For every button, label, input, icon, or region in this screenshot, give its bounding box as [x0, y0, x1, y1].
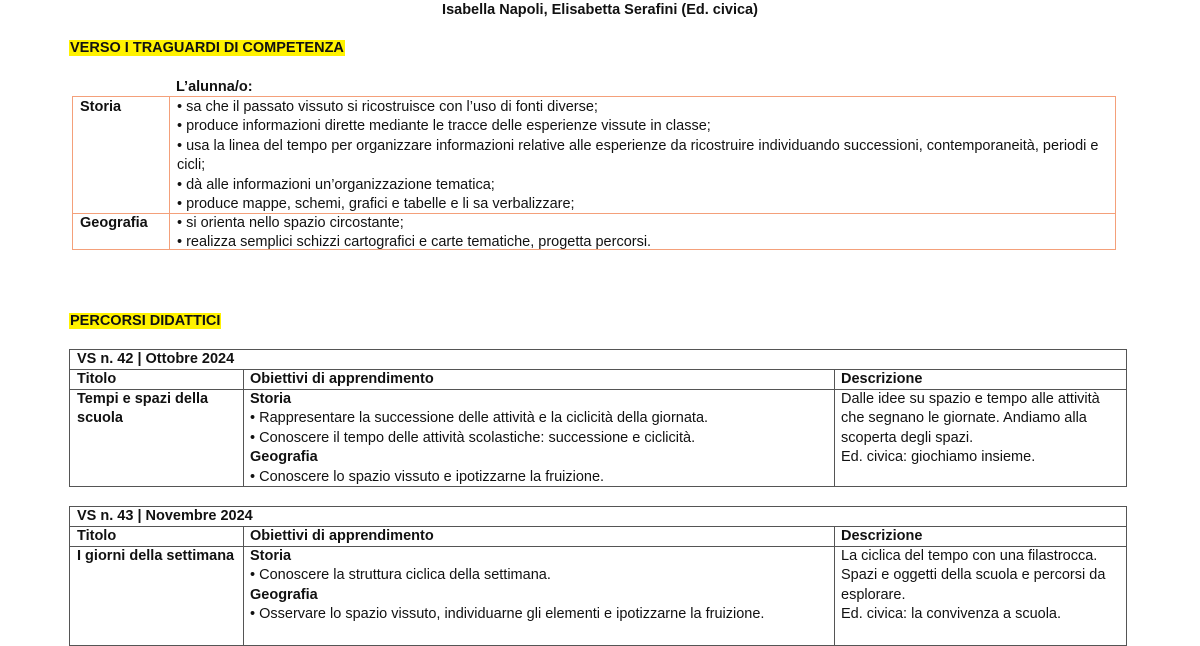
percorsi-heading-text: PERCORSI DIDATTICI — [70, 313, 221, 329]
competenze-heading-text: VERSO I TRAGUARDI DI COMPETENZA — [70, 40, 344, 56]
vs43-obiettivi — [250, 547, 830, 625]
col-header-obiettivi: Obiettivi di apprendimento — [250, 371, 434, 387]
vs42-descrizione — [841, 390, 1121, 468]
col-header-titolo: Titolo — [77, 528, 117, 544]
list-item: • si orienta nello spazio circostante; — [177, 215, 404, 231]
vs42-table — [69, 349, 1127, 487]
geografia-competenze-list — [177, 214, 1107, 253]
vs42-titolo: Tempi e spazi della scuola — [77, 391, 209, 427]
document-authors: Isabella Napoli, Elisabetta Serafini (Ed. civica) — [442, 2, 758, 18]
col-header-descrizione: Descrizione — [841, 371, 923, 387]
ed-civica-text: Ed. civica: giochiamo insieme. — [841, 449, 1036, 466]
vs43-titolo: I giorni della settimana — [77, 548, 235, 564]
col-header-descrizione: Descrizione — [841, 528, 923, 544]
column-divider — [834, 527, 835, 645]
descrizione-text: Spazi e oggetti della scuola e percorsi da esplorare. — [841, 567, 1106, 603]
list-item: • produce mappe, schemi, grafici e tabelle e li sa verbalizzare; — [177, 196, 575, 213]
col-header-titolo: Titolo — [77, 371, 117, 387]
column-divider — [243, 527, 244, 645]
column-divider — [834, 370, 835, 486]
column-divider — [243, 370, 244, 486]
list-item: • usa la linea del tempo per organizzare informazioni relative alle esperienze da ricostruire individuando successioni, contemporaneità, periodi e cicli; — [177, 137, 1099, 174]
col-header-obiettivi: Obiettivi di apprendimento — [250, 528, 434, 544]
competenze-column-divider — [169, 97, 170, 249]
section-heading-competenze — [69, 38, 345, 58]
storia-label: Storia — [80, 99, 122, 115]
competenze-table — [72, 96, 1116, 250]
vs43-header: VS n. 43 | Novembre 2024 — [70, 507, 1126, 527]
vs42-header: VS n. 42 | Ottobre 2024 — [70, 350, 1126, 370]
vs43-table — [69, 506, 1127, 646]
vs43-descrizione — [841, 547, 1121, 625]
storia-label: Storia — [250, 391, 292, 407]
list-item: • Osservare lo spazio vissuto, individuarne gli elementi e ipotizzarne la fruizione. — [250, 606, 765, 623]
geografia-label: Geografia — [80, 215, 148, 231]
geografia-label: Geografia — [250, 586, 318, 603]
list-item: • Conoscere il tempo delle attività scolastiche: successione e ciclicità. — [250, 429, 696, 446]
list-item: • Conoscere la struttura ciclica della settimana. — [250, 567, 551, 584]
alunno-intro: L’alunna/o: — [176, 79, 253, 95]
list-item: • realizza semplici schizzi cartografici e carte tematiche, progetta percorsi. — [177, 234, 652, 251]
storia-label: Storia — [250, 548, 292, 564]
list-item: • Rappresentare la successione delle attività e la ciclicità della giornata. — [250, 410, 709, 427]
vs42-obiettivi — [250, 390, 830, 487]
list-item: • sa che il passato vissuto si ricostruisce con l’uso di fonti diverse; — [177, 99, 598, 115]
descrizione-text: Dalle idee su spazio e tempo alle attività che segnano le giornate. Andiamo alla scoperta degli spazi. — [841, 391, 1100, 446]
ed-civica-text: Ed. civica: la convivenza a scuola. — [841, 606, 1062, 623]
section-heading-percorsi — [69, 311, 221, 331]
list-item: • Conoscere lo spazio vissuto e ipotizzarne la fruizione. — [250, 468, 605, 485]
geografia-label: Geografia — [250, 449, 318, 466]
list-item: • produce informazioni dirette mediante le tracce delle esperienze vissute in classe; — [177, 118, 711, 135]
list-item: • dà alle informazioni un’organizzazione tematica; — [177, 176, 495, 193]
storia-competenze-list — [177, 98, 1107, 214]
descrizione-text: La ciclica del tempo con una filastrocca. — [841, 548, 1098, 564]
